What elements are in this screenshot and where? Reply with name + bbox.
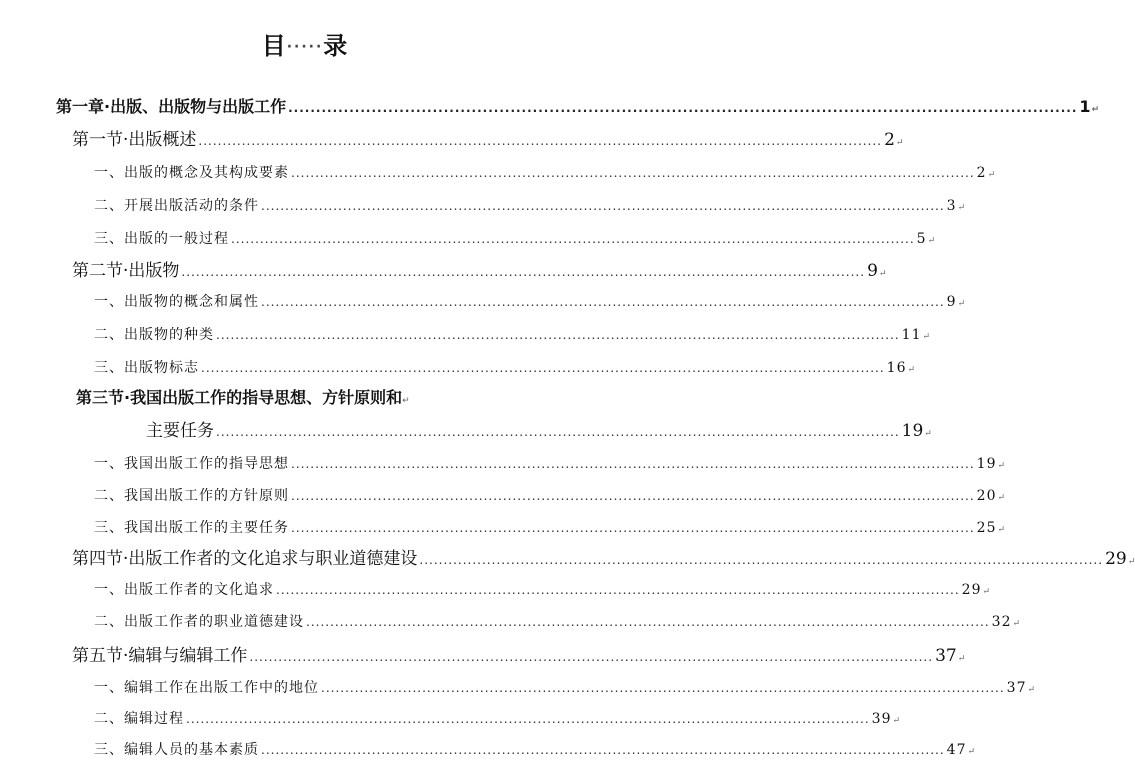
dot-leader: .............................................................................................................................................. bbox=[306, 615, 990, 629]
toc-entry-label: 第五节·编辑与编辑工作 bbox=[72, 646, 248, 666]
toc-entry-chapter-1[interactable] bbox=[56, 95, 1100, 119]
toc-entry-item[interactable] bbox=[94, 676, 1037, 700]
toc-entry-page: 2 bbox=[884, 130, 895, 150]
toc-entry-label: 三、出版的一般过程 bbox=[94, 231, 229, 247]
dot-leader: .............................................................................................................................................. bbox=[198, 134, 883, 148]
toc-entry-label: 第一章·出版、出版物与出版工作 bbox=[56, 97, 287, 116]
toc-entry-page: 19 bbox=[976, 456, 997, 472]
toc-entry-page: 39 bbox=[871, 711, 892, 727]
dot-leader: .............................................................................................................................................. bbox=[276, 583, 960, 597]
paragraph-mark-icon: ↵ bbox=[1127, 557, 1135, 567]
toc-entry-label: 二、开展出版活动的条件 bbox=[94, 198, 259, 214]
toc-entry-label: 二、出版物的种类 bbox=[94, 327, 214, 343]
title-dots: ····· bbox=[286, 39, 324, 55]
toc-entry-label: 一、出版工作者的文化追求 bbox=[94, 582, 274, 598]
paragraph-mark-icon: ↵ bbox=[927, 236, 937, 246]
toc-entry-page: 2 bbox=[976, 165, 987, 181]
paragraph-mark-icon: ↵ bbox=[1012, 619, 1022, 629]
dot-leader: .............................................................................................................................................. bbox=[291, 166, 975, 180]
toc-entry-page: 20 bbox=[976, 488, 997, 504]
dot-leader: .............................................................................................................................................. bbox=[291, 489, 975, 503]
toc-entry-page: 1 bbox=[1079, 97, 1091, 116]
toc-entry-item[interactable] bbox=[94, 738, 977, 762]
paragraph-mark-icon: ↵ bbox=[892, 716, 902, 726]
toc-entry-page: 9 bbox=[946, 294, 957, 310]
toc-entry-page: 11 bbox=[901, 327, 922, 343]
toc-entry-item[interactable] bbox=[94, 194, 967, 218]
toc-entry-page: 16 bbox=[886, 360, 907, 376]
toc-entry-page: 5 bbox=[916, 231, 927, 247]
toc-entry-label: 一、我国出版工作的指导思想 bbox=[94, 456, 289, 472]
toc-entry-item[interactable] bbox=[94, 452, 1007, 476]
dot-leader: .............................................................................................................................................. bbox=[231, 232, 915, 246]
dot-leader: .............................................................................................................................................. bbox=[261, 295, 945, 309]
toc-entry-section-4[interactable] bbox=[72, 547, 1135, 571]
toc-entry-page: 37 bbox=[1006, 680, 1027, 696]
paragraph-mark-icon: ↵ bbox=[895, 138, 904, 148]
toc-entry-item[interactable] bbox=[94, 290, 967, 314]
dot-leader: .............................................................................................................................................. bbox=[291, 521, 975, 535]
paragraph-mark-icon: ↵ bbox=[922, 332, 932, 342]
toc-entry-label: 主要任务 bbox=[146, 421, 214, 441]
toc-entry-item[interactable] bbox=[94, 578, 992, 602]
toc-entry-item[interactable] bbox=[94, 356, 917, 380]
paragraph-mark-icon: ↵ bbox=[1027, 685, 1037, 695]
dot-leader: .............................................................................................................................................. bbox=[186, 712, 870, 726]
toc-entry-item[interactable] bbox=[94, 161, 997, 185]
paragraph-mark-icon: ↵ bbox=[878, 269, 887, 279]
paragraph-mark-icon: ↵ bbox=[957, 299, 967, 309]
paragraph-mark-icon: ↵ bbox=[957, 203, 967, 213]
toc-entry-page: 37 bbox=[935, 646, 957, 666]
paragraph-mark-icon: ↵ bbox=[402, 396, 410, 406]
toc-entry-item[interactable] bbox=[94, 323, 932, 347]
toc-entry-section-1[interactable] bbox=[72, 128, 904, 152]
paragraph-mark-icon: ↵ bbox=[997, 525, 1007, 535]
toc-entry-item[interactable] bbox=[94, 516, 1007, 540]
dot-leader: .............................................................................................................................................. bbox=[249, 650, 934, 664]
dot-leader: .............................................................................................................................................. bbox=[419, 553, 1104, 567]
toc-entry-label: 三、编辑人员的基本素质 bbox=[94, 742, 259, 758]
title-right: 录 bbox=[323, 32, 349, 60]
toc-entry-label: 一、出版的概念及其构成要素 bbox=[94, 165, 289, 181]
paragraph-mark-icon: ↵ bbox=[997, 461, 1007, 471]
paragraph-mark-icon: ↵ bbox=[907, 365, 917, 375]
toc-entry-page: 32 bbox=[991, 614, 1012, 630]
paragraph-mark-icon: ↵ bbox=[967, 747, 977, 757]
toc-entry-page: 3 bbox=[946, 198, 957, 214]
toc-entry-label: 一、出版物的概念和属性 bbox=[94, 294, 259, 310]
toc-entry-item[interactable] bbox=[94, 707, 902, 731]
toc-entry-label: 二、编辑过程 bbox=[94, 711, 184, 727]
paragraph-mark-icon: ↵ bbox=[1091, 105, 1100, 115]
toc-entry-item[interactable] bbox=[94, 610, 1022, 634]
toc-entry-page: 19 bbox=[901, 421, 924, 441]
toc-entry-label: 二、我国出版工作的方针原则 bbox=[94, 488, 289, 504]
dot-leader: .............................................................................................................................................. bbox=[181, 265, 866, 279]
title-left: 目 bbox=[261, 32, 287, 60]
toc-entry-section-3[interactable] bbox=[76, 386, 410, 410]
dot-leader: .............................................................................................................................................. bbox=[201, 361, 885, 375]
toc-entry-page: 9 bbox=[867, 261, 878, 281]
toc-entry-page: 47 bbox=[946, 742, 967, 758]
dot-leader: .............................................................................................................................................. bbox=[261, 743, 945, 757]
dot-leader: .............................................................................................................................................. bbox=[321, 681, 1005, 695]
toc-entry-label: 第三节·我国出版工作的指导思想、方针原则和 bbox=[76, 388, 403, 407]
toc-entry-label: 三、出版物标志 bbox=[94, 360, 199, 376]
toc-entry-section-3-continued[interactable] bbox=[146, 419, 932, 443]
dot-leader: .............................................................................................................................................. bbox=[216, 328, 900, 342]
toc-entry-label: 第四节·出版工作者的文化追求与职业道德建设 bbox=[72, 549, 418, 569]
toc-entry-label: 一、编辑工作在出版工作中的地位 bbox=[94, 680, 319, 696]
toc-entry-item[interactable] bbox=[94, 227, 937, 251]
toc-entry-page: 29 bbox=[1105, 549, 1127, 569]
toc-entry-label: 第二节·出版物 bbox=[72, 261, 180, 281]
dot-leader: .............................................................................................................................................. bbox=[291, 457, 975, 471]
toc-entry-page: 29 bbox=[961, 582, 982, 598]
dot-leader: .............................................................................................................................................. bbox=[261, 199, 945, 213]
toc-entry-label: 三、我国出版工作的主要任务 bbox=[94, 520, 289, 536]
dot-leader: .............................................................................................................................................. bbox=[216, 425, 900, 439]
paragraph-mark-icon: ↵ bbox=[987, 170, 997, 180]
dot-leader: .............................................................................................................................................. bbox=[288, 101, 1078, 115]
toc-entry-section-2[interactable] bbox=[72, 259, 887, 283]
paragraph-mark-icon: ↵ bbox=[957, 654, 966, 664]
paragraph-mark-icon: ↵ bbox=[924, 429, 932, 439]
toc-entry-page: 25 bbox=[976, 520, 997, 536]
toc-entry-label: 二、出版工作者的职业道德建设 bbox=[94, 614, 304, 630]
paragraph-mark-icon: ↵ bbox=[997, 493, 1007, 503]
toc-entry-item[interactable] bbox=[94, 484, 1007, 508]
paragraph-mark-icon: ↵ bbox=[982, 587, 992, 597]
toc-entry-section-5[interactable] bbox=[72, 644, 966, 668]
page-title bbox=[0, 26, 610, 61]
toc-entry-label: 第一节·出版概述 bbox=[72, 130, 197, 150]
